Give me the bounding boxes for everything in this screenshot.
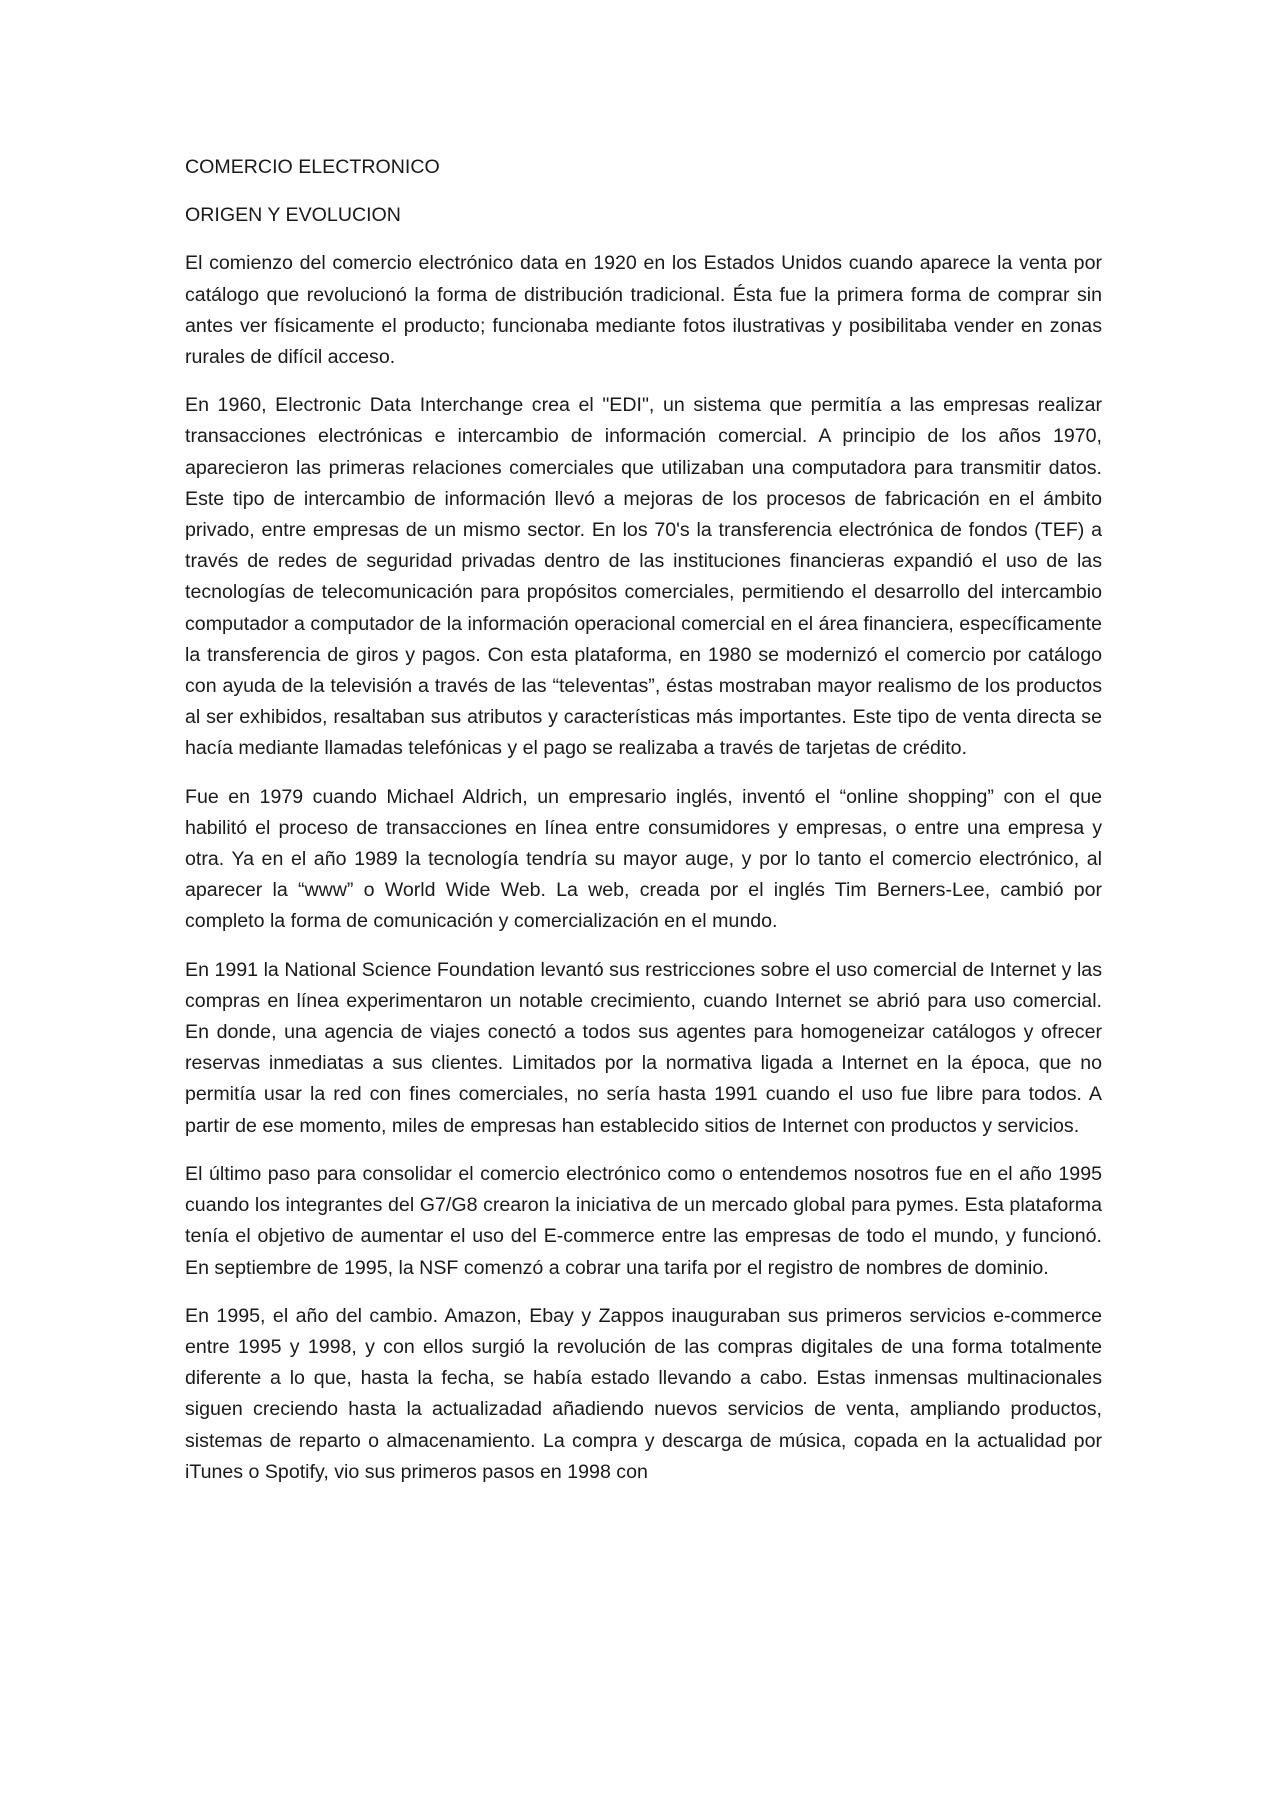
document-title: COMERCIO ELECTRONICO	[185, 156, 440, 178]
paragraph-online-shopping: Fue en 1979 cuando Michael Aldrich, un empresario inglés, inventó el “online shopping” con el que habilitó el proceso de transacciones en línea entre consumidores y empresas, o entre una empresa y otra. Ya en el año 1989 la tecnología tendría su mayor auge, y por lo tanto el comercio electrónico, al aparecer la “www” o World Wide Web. La web, creada por el inglés Tim Berners-Lee, cambió por completo la forma de comunicación y comercialización en el mundo.	[185, 785, 1102, 933]
paragraph-nsf: En 1991 la National Science Foundation levantó sus restricciones sobre el uso comercial de Internet y las compras en línea experimentaron un notable crecimiento, cuando Internet se abrió para uso comercial. En donde, una agencia de viajes conectó a todos sus agentes para homogeneizar catálogos y ofrecer reservas inmediatas a sus clientes. Limitados por la normativa ligada a Internet en la época, que no permitía usar la red con fines comerciales, no sería hasta 1991 cuando el uso fue libre para todos. A partir de ese momento, miles de empresas han establecido sitios de Internet con productos y servicios.	[185, 958, 1102, 1137]
paragraph-edi: En 1960, Electronic Data Interchange crea el "EDI", un sistema que permitía a las empresas realizar transacciones electrónicas e intercambio de información comercial. A principio de los años 1970, aparecieron las primeras relaciones comerciales que utilizaban una computadora para transmitir datos. Este tipo de intercambio de información llevó a mejoras de los procesos de fabricación en el ámbito privado, entre empresas de un mismo sector. En los 70's la transferencia electrónica de fondos (TEF) a través de redes de seguridad privadas dentro de las instituciones financieras expandió el uso de las tecnologías de telecomunicación para propósitos comerciales, permitiendo el desarrollo del intercambio computador a computador de la información operacional comercial en el área financiera, específicamente la transferencia de giros y pagos. Con esta plataforma, en 1980 se modernizó el comercio por catálogo con ayuda de la televisión a través de las “televentas”, éstas mostraban mayor realismo de los productos al ser exhibidos, resaltaban sus atributos y características más importantes. Este tipo de venta directa se hacía mediante llamadas telefónicas y el pago se realizaba a través de tarjetas de crédito.	[185, 394, 1102, 760]
document-page	[185, 152, 1102, 1505]
document-subtitle: ORIGEN Y EVOLUCION	[185, 204, 401, 227]
paragraph-origin: El comienzo del comercio electrónico data en 1920 en los Estados Unidos cuando aparece la venta por catálogo que revolucionó la forma de distribución tradicional. Ésta fue la primera forma de comprar sin antes ver físicamente el producto; funcionaba mediante fotos ilustrativas y posibilitaba vender en zonas rurales de difícil acceso.	[185, 252, 1102, 369]
paragraph-g7-g8: El último paso para consolidar el comercio electrónico como o entendemos nosotros fue en el año 1995 cuando los integrantes del G7/G8 crearon la iniciativa de un mercado global para pymes. Esta plataforma tenía el objetivo de aumentar el uso del E-commerce entre las empresas de todo el mundo, y funcionó. En septiembre de 1995, la NSF comenzó a cobrar una tarifa por el registro de nombres de dominio.	[185, 1162, 1102, 1279]
paragraph-1995: En 1995, el año del cambio. Amazon, Ebay y Zappos inauguraban sus primeros servicios e-commerce entre 1995 y 1998, y con ellos surgió la revolución de las compras digitales de una forma totalmente diferente a lo que, hasta la fecha, se había estado llevando a cabo. Estas inmensas multinacionales siguen creciendo hasta la actualizadad añadiendo nuevos servicios de venta, ampliando productos, sistemas de reparto o almacenamiento. La compra y descarga de música, copada en la actualidad por iTunes o Spotify, vio sus primeros pasos en 1998 con	[185, 1304, 1102, 1483]
